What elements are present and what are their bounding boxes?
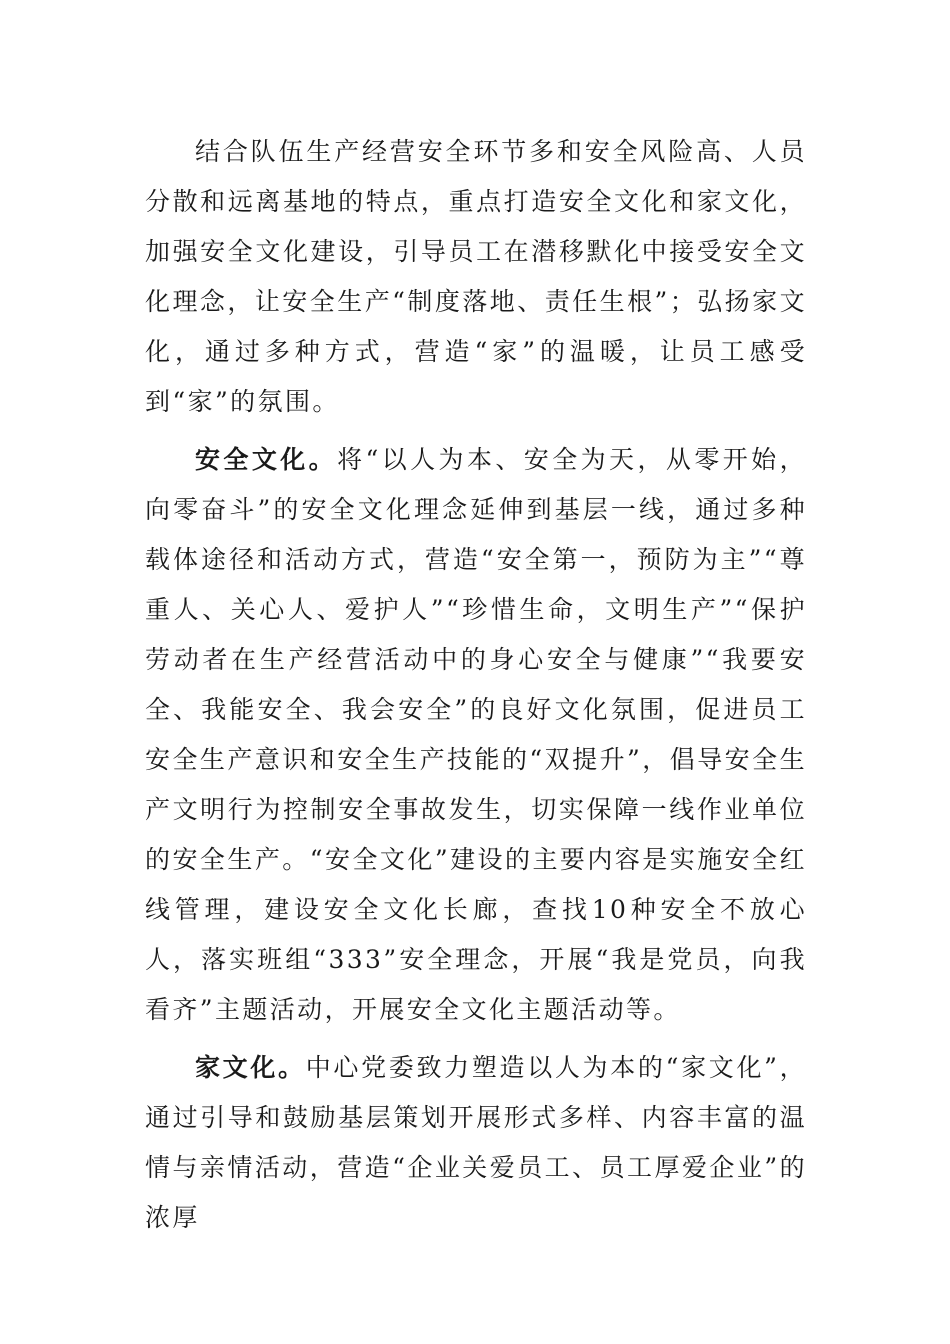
document-body <box>145 127 807 1243</box>
paragraph-safety-culture <box>145 435 807 1035</box>
paragraph-intro <box>145 127 807 427</box>
safety-culture-heading: 安全文化。 <box>195 445 338 474</box>
paragraph-home-culture <box>145 1043 807 1243</box>
home-culture-heading: 家文化。 <box>195 1053 306 1082</box>
paragraph-intro-text: 结合队伍生产经营安全环节多和安全风险高、人员分散和远离基地的特点，重点打造安全文化和家文化，加强安全文化建设，引导员工在潜移默化中接受安全文化理念，让安全生产“制度落地、责任生根”；弘扬家文化，通过多种方式，营造“家”的温暖，让员工感受到“家”的氛围。 <box>145 137 807 416</box>
home-culture-text: 中心党委致力塑造以人为本的“家文化”，通过引导和鼓励基层策划开展形式多样、内容丰富的温情与亲情活动，营造“企业关爱员工、员工厚爱企业”的浓厚 <box>145 1053 807 1232</box>
safety-culture-text: 将“以人为本、安全为天，从零开始，向零奋斗”的安全文化理念延伸到基层一线，通过多种载体途径和活动方式，营造“安全第一，预防为主”“尊重人、关心人、爱护人”“珍惜生命，文明生产”“保护劳动者在生产经营活动中的身心安全与健康”“我要安全、我能安全、我会安全”的良好文化氛围，促进员工安全生产意识和安全生产技能的“双提升”，倡导安全生产文明行为控制安全事故发生，切实保障一线作业单位的安全生产。“安全文化”建设的主要内容是实施安全红线管理，建设安全文化长廊，查找10种安全不放心人，落实班组“333”安全理念，开展“我是党员，向我看齐”主题活动，开展安全文化主题活动等。 <box>145 445 807 1024</box>
